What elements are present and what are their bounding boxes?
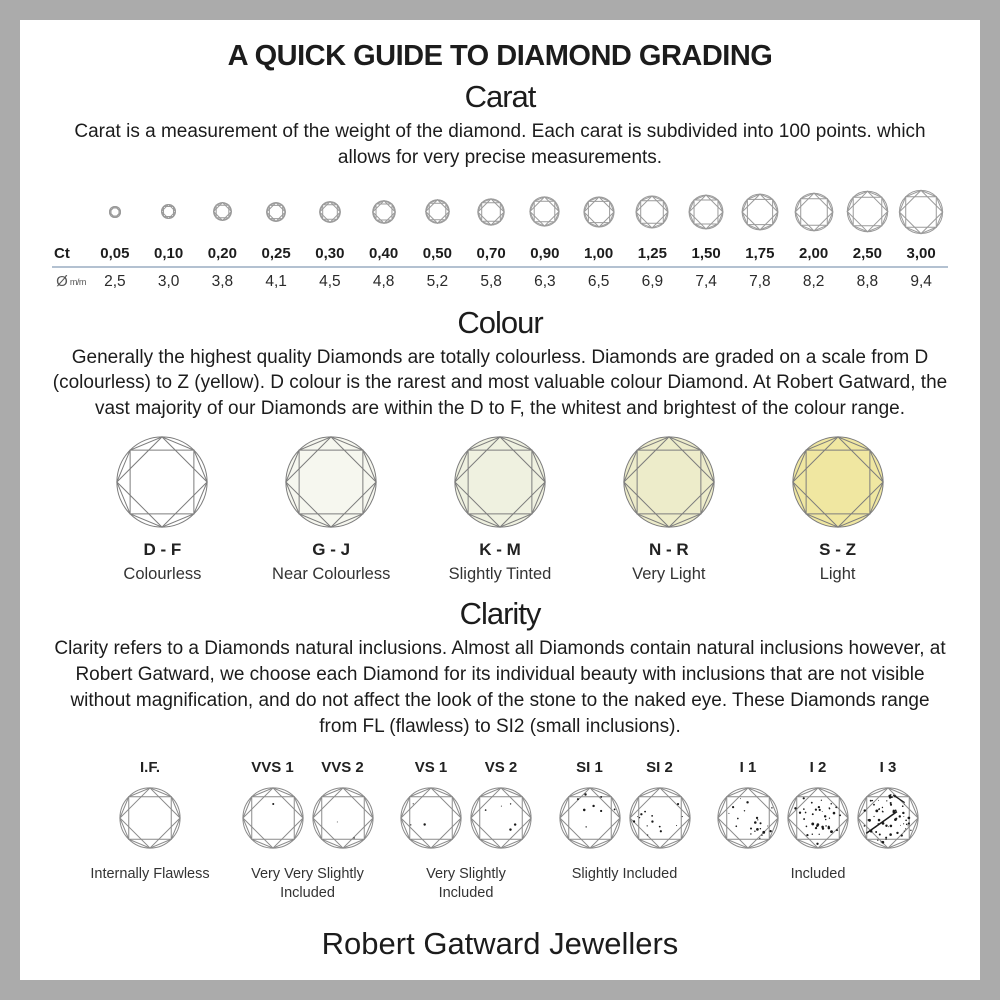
carat-weight-value: 2,50 (852, 245, 882, 263)
carat-weight-value: 0,70 (476, 245, 506, 263)
clarity-diamond-icon (399, 786, 463, 855)
clarity-grade-stones (716, 786, 920, 855)
carat-row-label-ct: Ct (54, 245, 70, 263)
carat-diameter-cell (464, 266, 518, 296)
clarity-grade-stones (84, 786, 216, 855)
carat-diamond-icon (303, 183, 357, 241)
carat-diameter-cell (357, 266, 411, 296)
colour-grade-label: Light (819, 565, 856, 584)
clarity-grade-names (558, 759, 692, 776)
clarity-grade-stones (558, 786, 692, 855)
colour-grade-range: N - R (648, 540, 689, 560)
carat-diameter-value: 4,1 (265, 272, 287, 290)
carat-diameter-cell (196, 266, 250, 296)
clarity-grade-names (716, 759, 920, 776)
clarity-diamond-icon (558, 786, 622, 855)
clarity-grade-name: VS 1 (414, 759, 448, 777)
clarity-grade-description: Internally Flawless (90, 866, 210, 883)
carat-diameter-value: 6,5 (587, 272, 610, 290)
clarity-grade-name: I 3 (879, 759, 897, 777)
clarity-grade-stones (399, 786, 533, 855)
clarity-diamond-icon (241, 786, 305, 855)
carat-diameter-cell (787, 266, 841, 296)
colour-diamond-icon (78, 434, 247, 530)
carat-weight-value: 1,25 (637, 245, 667, 263)
clarity-grade-name: SI 2 (646, 759, 673, 777)
clarity-grade-name: VS 2 (484, 759, 518, 777)
clarity-grade-group (399, 759, 533, 901)
colour-grade-row (78, 434, 922, 584)
page-title: A QUICK GUIDE TO DIAMOND GRADING (227, 40, 773, 72)
carat-weight-value: 0,20 (207, 245, 237, 263)
clarity-grade-name: VVS 1 (251, 759, 294, 777)
carat-weight-value: 0,30 (315, 245, 345, 263)
guide-card (20, 20, 980, 980)
clarity-grade-name: I 2 (809, 759, 827, 777)
carat-diameter-cell (303, 266, 357, 296)
carat-diameter-value: 4,5 (319, 272, 341, 290)
clarity-diamond-icon (786, 786, 850, 855)
carat-weight-value: 2,00 (799, 245, 829, 263)
colour-grade-label: Slightly Tinted (448, 565, 552, 584)
carat-description: Carat is a measurement of the weight of the diamond. Each carat is subdivided into 100 points. which allows for very precise measurements. (74, 121, 926, 168)
carat-diameter-cell (249, 266, 303, 296)
carat-diameter-value: 4,8 (372, 272, 395, 290)
clarity-diamond-icon (628, 786, 692, 855)
carat-diamond-icon (411, 183, 465, 241)
carat-diamond-icon (841, 183, 895, 241)
carat-diamond-icon (787, 183, 841, 241)
carat-diamond-icon (464, 183, 518, 241)
carat-heading: Carat (464, 79, 536, 114)
carat-diamond-icon (357, 183, 411, 241)
clarity-description: Clarity refers to a Diamonds natural inclusions. Almost all Diamonds contain natural inclusions however, at Robert Gatward, we choose each Diamond for its individual beauty with inclusions that are not visible without magnification, and do not affect the look of the stone to the naked eye. These Diamonds range from FL (flawless) to SI2 (small inclusions). (54, 638, 946, 737)
clarity-grade-description: Very Very Slightly Included (251, 866, 364, 901)
clarity-grade-row (84, 759, 920, 901)
clarity-grade-stones (241, 786, 375, 855)
clarity-diamond-icon (118, 786, 182, 855)
carat-diameter-value: 5,8 (480, 272, 502, 290)
carat-row-label-diameter: Ø m/m (52, 266, 88, 296)
carat-weight-value: 0,10 (154, 245, 184, 263)
clarity-heading: Clarity (459, 596, 541, 632)
clarity-grade-group (558, 759, 692, 883)
carat-strip (52, 183, 948, 295)
carat-diameter-cell (733, 266, 787, 296)
carat-diamond-icon (679, 183, 733, 241)
carat-diameter-cell (518, 266, 572, 296)
carat-diameter-cell (679, 266, 733, 296)
colour-diamond-icon (416, 434, 585, 530)
carat-weight-value: 1,50 (691, 245, 721, 263)
clarity-grade-description: Slightly Included (571, 866, 678, 883)
carat-diamond-icon (572, 183, 626, 241)
carat-diameter-value: 3,0 (157, 272, 180, 290)
carat-diamond-icon (626, 183, 680, 241)
carat-weight-value: 1,75 (745, 245, 775, 263)
clarity-grade-name: I.F. (139, 759, 160, 777)
colour-grade-range: K - M (479, 540, 521, 560)
carat-weight-value: 0,25 (261, 245, 291, 263)
carat-diamond-icon (196, 183, 250, 241)
carat-diamond-icon (88, 183, 142, 241)
clarity-grade-name: SI 1 (576, 759, 603, 777)
colour-grade-item (78, 434, 247, 584)
colour-grade-range: D - F (143, 540, 182, 560)
carat-diamond-icon (733, 183, 787, 241)
clarity-grade-description: Included (790, 866, 846, 883)
clarity-grade-names (241, 759, 375, 776)
carat-diameter-value: 7,4 (695, 272, 717, 290)
brand-footer: Robert Gatward Jewellers (321, 925, 679, 961)
carat-diameter-cell (88, 266, 142, 296)
colour-grade-item (753, 434, 922, 584)
carat-diameter-cell (626, 266, 680, 296)
carat-diameter-value: 6,9 (641, 272, 664, 290)
colour-grade-label: Colourless (123, 565, 202, 584)
colour-grade-range: G - J (312, 540, 351, 560)
clarity-grade-names (84, 759, 216, 776)
colour-description: Generally the highest quality Diamonds are totally colourless. Diamonds are graded on a scale from D (colourless) to Z (yellow). D colour is the rarest and most valuable colour Diamond. At Robert Gatward, the vast majority of our Diamonds are within the D to F, the whitest and brightest of the colour range. (52, 346, 948, 420)
clarity-grade-group (84, 759, 216, 883)
carat-diameter-value: 5,2 (426, 272, 449, 290)
carat-weight-value: 3,00 (906, 245, 936, 263)
clarity-grade-group (716, 759, 920, 883)
clarity-grade-group (241, 759, 375, 901)
carat-weight-value: 0,05 (100, 245, 130, 263)
carat-diameter-cell (411, 266, 465, 296)
clarity-diamond-icon (716, 786, 780, 855)
carat-diameter-cell (841, 266, 895, 296)
carat-diameter-value: 3,8 (211, 272, 234, 290)
colour-grade-label: Near Colourless (272, 565, 391, 584)
carat-diameter-value: 2,5 (104, 272, 126, 290)
carat-diameter-cell (142, 266, 196, 296)
clarity-diamond-icon (856, 786, 920, 855)
clarity-diamond-icon (311, 786, 375, 855)
carat-weight-value: 0,40 (369, 245, 399, 263)
carat-diameter-cell (894, 266, 948, 296)
clarity-grade-name: I 1 (739, 759, 757, 777)
colour-heading: Colour (457, 304, 543, 340)
clarity-grade-names (399, 759, 533, 776)
clarity-grade-description: Very Slightly Included (426, 866, 506, 901)
carat-diameter-value: 6,3 (534, 272, 556, 290)
colour-diamond-icon (753, 434, 922, 530)
clarity-diamond-icon (469, 786, 533, 855)
carat-diamond-icon (518, 183, 572, 241)
carat-diamond-icon (142, 183, 196, 241)
carat-diameter-value: 8,2 (802, 272, 825, 290)
carat-diameter-cell (572, 266, 626, 296)
carat-weight-value: 0,50 (422, 245, 452, 263)
carat-diameter-value: 9,4 (910, 272, 932, 290)
colour-diamond-icon (584, 434, 753, 530)
colour-grade-item (584, 434, 753, 584)
colour-grade-range: S - Z (819, 540, 856, 560)
colour-grade-label: Very Light (632, 565, 706, 584)
carat-diameter-value: 8,8 (856, 272, 879, 290)
colour-grade-item (247, 434, 416, 584)
carat-diamond-icon (249, 183, 303, 241)
carat-weight-value: 1,00 (584, 245, 614, 263)
carat-diamond-icon (894, 183, 948, 241)
colour-grade-item (416, 434, 585, 584)
clarity-grade-name: VVS 2 (321, 759, 364, 777)
colour-diamond-icon (247, 434, 416, 530)
carat-diameter-value: 7,8 (749, 272, 771, 290)
carat-weight-value: 0,90 (530, 245, 560, 263)
